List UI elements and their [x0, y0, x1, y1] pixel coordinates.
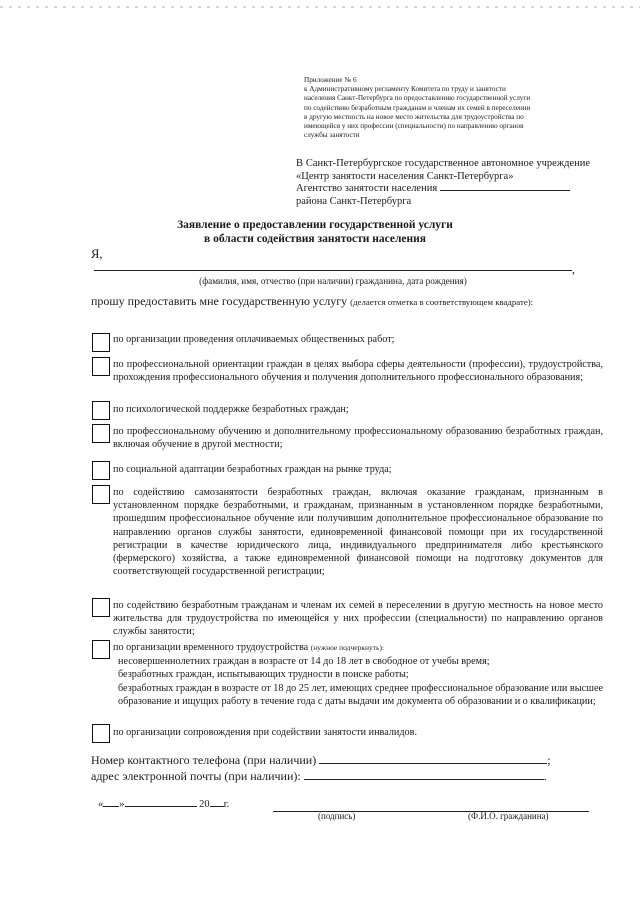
- phone-label: Номер контактного телефона (при наличии): [91, 753, 317, 767]
- addressee-text: В Санкт-Петербургское государственное автономное учреждение «Центр занятости населения Санкт-Петербурга»: [296, 158, 590, 182]
- checkbox-relocation[interactable]: [92, 598, 110, 617]
- option-disabled-support: по организации сопровождения при содействии занятости инвалидов.: [113, 727, 417, 738]
- option-psychological-support: по психологической поддержке безработных граждан;: [113, 404, 349, 415]
- option-career-guidance: по профессиональной ориентации граждан в целях выбора сферы деятельности (профессии), трудоустройства, прохождения профессионального обучения и получения дополнительного профессионального образования;: [113, 359, 603, 384]
- option-temporary-employment-label: по организации временного трудоустройства: [113, 642, 309, 653]
- appendix-line: населения Санкт-Петербурга по предоставлению государственной услуги: [304, 94, 531, 103]
- temp-sub-minors: несовершеннолетних граждан в возрасте от 14 до 18 лет в свободное от учебы время;: [118, 656, 490, 667]
- phone-end: ;: [547, 753, 551, 767]
- checkbox-career-guidance[interactable]: [92, 357, 110, 376]
- option-public-works: по организации проведения оплачиваемых общественных работ;: [113, 334, 395, 345]
- year-field[interactable]: [210, 806, 224, 807]
- temp-sub-graduates: безработных граждан в возрасте от 18 до 25 лет, имеющих среднее профессиональное образование или высшее образование и ищущих работу в течение года с даты выдачи им документа об образовании и о квалификации;: [118, 683, 603, 708]
- option-self-employment: по содействию самозанятости безработных граждан, включая оказание гражданам, признанным в установленном порядке безработными, и гражданам, признанным в установленном порядке безработными, прошедшим профессиональное обучение или получившим дополнительное профессиональное образование по направлению органов службы занятости, единовременной финансовой помощи при их государственной регистрации в качестве юридического лица, индивидуального предпринимателя либо крестьянского (фермерского) хозяйства, а также единовременной финансовой помощи на подготовку документов для соответствующей государственной регистрации;: [113, 487, 603, 578]
- appendix-line: по содействию безработным гражданам и членам их семей в переселении: [304, 103, 531, 112]
- signature-caption: (подпись): [318, 811, 356, 821]
- agency-label: Агентство занятости населения: [296, 183, 438, 194]
- comma: ,: [572, 262, 575, 276]
- applicant-caption: (фамилия, имя, отчество (при наличии) гражданина, дата рождения): [199, 276, 467, 286]
- checkbox-self-employment[interactable]: [92, 485, 110, 504]
- title-line: Заявление о предоставлении государственной услуги: [177, 219, 453, 231]
- request-text: [91, 295, 601, 309]
- fio-caption: (Ф.И.О. гражданина): [468, 811, 549, 821]
- ya-label: Я,: [91, 247, 103, 261]
- phone-row: [91, 753, 551, 768]
- appendix-line: Приложение № 6: [304, 76, 357, 84]
- email-field[interactable]: [304, 779, 544, 780]
- checkbox-temporary-employment[interactable]: [92, 640, 110, 659]
- appendix-line: в другую местность на новое место жительства для трудоустройства по: [304, 112, 524, 121]
- applicant-name-field[interactable]: [94, 270, 572, 271]
- document-title: [150, 218, 480, 246]
- quote-close: »: [119, 799, 125, 810]
- email-row: [91, 769, 547, 784]
- email-end: .: [543, 769, 547, 783]
- phone-field[interactable]: [319, 763, 547, 764]
- year-prefix: 20: [199, 799, 210, 810]
- scan-artifact: [0, 6, 640, 8]
- temp-note: (нужное подчеркнуть):: [310, 643, 385, 652]
- appendix-note: [304, 76, 604, 140]
- addressee-block: [296, 158, 590, 208]
- option-social-adaptation: по социальной адаптации безработных граждан на рынке труда;: [113, 464, 392, 475]
- checkbox-psychological-support[interactable]: [92, 401, 110, 420]
- option-relocation: по содействию безработным гражданам и членам их семей в переселении в другую местность на новое место жительства для трудоустройства по имеющейся у них профессии (специальности) по направлению органов службы занятости;: [113, 600, 603, 638]
- temp-sub-difficulties: безработных граждан, испытывающих трудности в поиске работы;: [118, 669, 409, 680]
- quote-open: «: [98, 799, 104, 810]
- year-suffix: г.: [223, 799, 230, 810]
- checkbox-disabled-support[interactable]: [92, 724, 110, 743]
- appendix-line: службы занятости: [304, 131, 360, 140]
- date-row: [98, 799, 229, 810]
- checkbox-social-adaptation[interactable]: [92, 461, 110, 480]
- request-note: (делается отметка в соответствующем квадрате):: [350, 297, 534, 307]
- district-label: района Санкт-Петербурга: [296, 195, 412, 207]
- request-main: прошу предоставить мне государственную услугу: [91, 294, 348, 308]
- day-field[interactable]: [103, 806, 119, 807]
- option-temporary-employment: [113, 641, 603, 654]
- month-field[interactable]: [125, 806, 197, 807]
- option-vocational-training: по профессиональному обучению и дополнительному профессиональному образованию безработных граждан, включая обучение в другой местности;: [113, 426, 603, 451]
- checkbox-public-works[interactable]: [92, 333, 110, 352]
- checkbox-vocational-training[interactable]: [92, 424, 110, 443]
- email-label: адрес электронной почты (при наличии):: [91, 769, 301, 783]
- title-line: в области содействия занятости населения: [204, 233, 426, 245]
- agency-field[interactable]: [440, 190, 570, 191]
- appendix-line: к Административному регламенту Комитета по труду и занятости: [304, 85, 506, 94]
- appendix-line: имеющейся у них профессии (специальности) по направлению органов: [304, 122, 524, 131]
